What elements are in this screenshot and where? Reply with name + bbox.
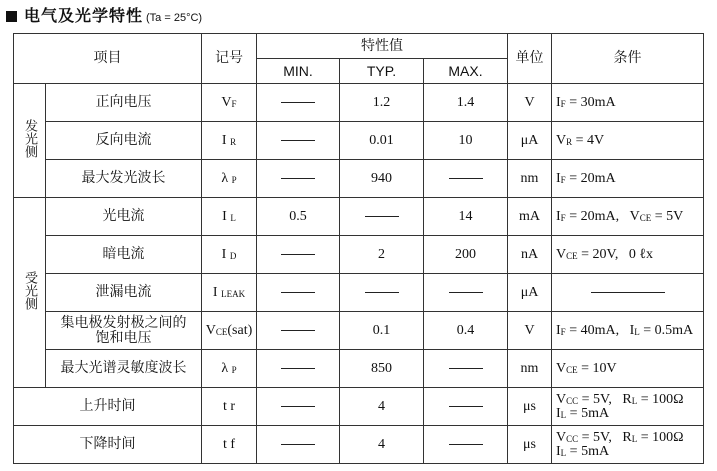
- dash-mark: [281, 254, 315, 255]
- dash-mark: [449, 444, 483, 445]
- table-row: [14, 350, 704, 388]
- typ-cell: 0.1: [340, 312, 424, 350]
- max-cell: 0.4: [424, 312, 508, 350]
- min-cell: [257, 312, 340, 350]
- table-row: [14, 426, 704, 464]
- min-cell: [257, 274, 340, 312]
- unit-cell: μA: [508, 274, 552, 312]
- table-row: [14, 274, 704, 312]
- condition-cell: VCE = 10V: [552, 350, 704, 388]
- item-cell: 反向电流: [46, 122, 202, 160]
- dash-mark: [281, 140, 315, 141]
- condition-cell: IF = 30mA: [552, 84, 704, 122]
- table-row: [14, 160, 704, 198]
- table-row: [14, 236, 704, 274]
- header-values: 特性值: [257, 34, 508, 59]
- condition-cell: VCC = 5V, RL = 100Ω IL = 5mA: [552, 388, 704, 426]
- typ-cell: 850: [340, 350, 424, 388]
- item-cell: 光电流: [46, 198, 202, 236]
- min-cell: [257, 426, 340, 464]
- max-cell: [424, 274, 508, 312]
- condition-cell: VR = 4V: [552, 122, 704, 160]
- square-bullet-icon: [6, 11, 17, 22]
- unit-cell: V: [508, 312, 552, 350]
- condition-cell: IF = 40mA, IL = 0.5mA: [552, 312, 704, 350]
- symbol-cell: λ P: [202, 160, 257, 198]
- typ-cell: 2: [340, 236, 424, 274]
- min-cell: [257, 160, 340, 198]
- symbol-cell: VCE(sat): [202, 312, 257, 350]
- condition-cell: VCC = 5V, RL = 100Ω IL = 5mA: [552, 426, 704, 464]
- dash-mark: [449, 406, 483, 407]
- max-cell: [424, 388, 508, 426]
- header-min: MIN.: [257, 59, 340, 84]
- symbol-cell: λ P: [202, 350, 257, 388]
- max-cell: [424, 426, 508, 464]
- unit-cell: V: [508, 84, 552, 122]
- header-symbol: 记号: [202, 34, 257, 84]
- table-row: [14, 84, 704, 122]
- typ-cell: 4: [340, 388, 424, 426]
- condition-cell: [552, 274, 704, 312]
- item-cell: 正向电压: [46, 84, 202, 122]
- table-row: [14, 198, 704, 236]
- temperature-condition: (Ta = 25°C): [146, 12, 203, 24]
- unit-cell: μA: [508, 122, 552, 160]
- symbol-cell: t r: [202, 388, 257, 426]
- group-receiver: 受光侧: [14, 198, 46, 388]
- min-cell: [257, 350, 340, 388]
- max-cell: [424, 350, 508, 388]
- dash-mark: [449, 178, 483, 179]
- max-cell: 1.4: [424, 84, 508, 122]
- dash-mark: [591, 292, 665, 293]
- unit-cell: μs: [508, 388, 552, 426]
- unit-cell: nA: [508, 236, 552, 274]
- dash-mark: [365, 292, 399, 293]
- min-cell: [257, 236, 340, 274]
- typ-cell: 1.2: [340, 84, 424, 122]
- symbol-cell: I R: [202, 122, 257, 160]
- condition-cell: IF = 20mA, VCE = 5V: [552, 198, 704, 236]
- item-cell: 泄漏电流: [46, 274, 202, 312]
- min-cell: [257, 84, 340, 122]
- min-cell: [257, 122, 340, 160]
- table-row: [14, 122, 704, 160]
- dash-mark: [281, 444, 315, 445]
- table-row: [14, 388, 704, 426]
- dash-mark: [449, 292, 483, 293]
- typ-cell: 0.01: [340, 122, 424, 160]
- item-cell: 下降时间: [14, 426, 202, 464]
- typ-cell: [340, 198, 424, 236]
- typ-cell: [340, 274, 424, 312]
- section-heading: [6, 6, 202, 26]
- header-conditions: 条件: [552, 34, 704, 84]
- typ-cell: 4: [340, 426, 424, 464]
- max-cell: 10: [424, 122, 508, 160]
- condition-cell: VCE = 20V, 0 ℓx: [552, 236, 704, 274]
- symbol-cell: I LEAK: [202, 274, 257, 312]
- max-cell: [424, 160, 508, 198]
- header-unit: 单位: [508, 34, 552, 84]
- dash-mark: [281, 330, 315, 331]
- unit-cell: nm: [508, 160, 552, 198]
- condition-cell: IF = 20mA: [552, 160, 704, 198]
- item-cell: 上升时间: [14, 388, 202, 426]
- dash-mark: [281, 292, 315, 293]
- section-title: 电气及光学特性: [24, 6, 144, 25]
- dash-mark: [449, 368, 483, 369]
- max-cell: 200: [424, 236, 508, 274]
- dash-mark: [281, 406, 315, 407]
- dash-mark: [281, 368, 315, 369]
- symbol-cell: VF: [202, 84, 257, 122]
- item-cell: 集电极发射极之间的 饱和电压: [46, 312, 202, 350]
- min-cell: 0.5: [257, 198, 340, 236]
- header-row-1: [14, 34, 704, 59]
- symbol-cell: I L: [202, 198, 257, 236]
- unit-cell: nm: [508, 350, 552, 388]
- symbol-cell: I D: [202, 236, 257, 274]
- dash-mark: [365, 216, 399, 217]
- header-typ: TYP.: [340, 59, 424, 84]
- dash-mark: [281, 102, 315, 103]
- dash-mark: [281, 178, 315, 179]
- group-emitter: 发光侧: [14, 84, 46, 198]
- item-cell: 最大光谱灵敏度波长: [46, 350, 202, 388]
- item-cell: 最大发光波长: [46, 160, 202, 198]
- item-cell: 暗电流: [46, 236, 202, 274]
- header-item: 项目: [14, 34, 202, 84]
- unit-cell: mA: [508, 198, 552, 236]
- min-cell: [257, 388, 340, 426]
- characteristics-table: [13, 33, 704, 464]
- table-row: [14, 312, 704, 350]
- symbol-cell: t f: [202, 426, 257, 464]
- typ-cell: 940: [340, 160, 424, 198]
- max-cell: 14: [424, 198, 508, 236]
- unit-cell: μs: [508, 426, 552, 464]
- header-max: MAX.: [424, 59, 508, 84]
